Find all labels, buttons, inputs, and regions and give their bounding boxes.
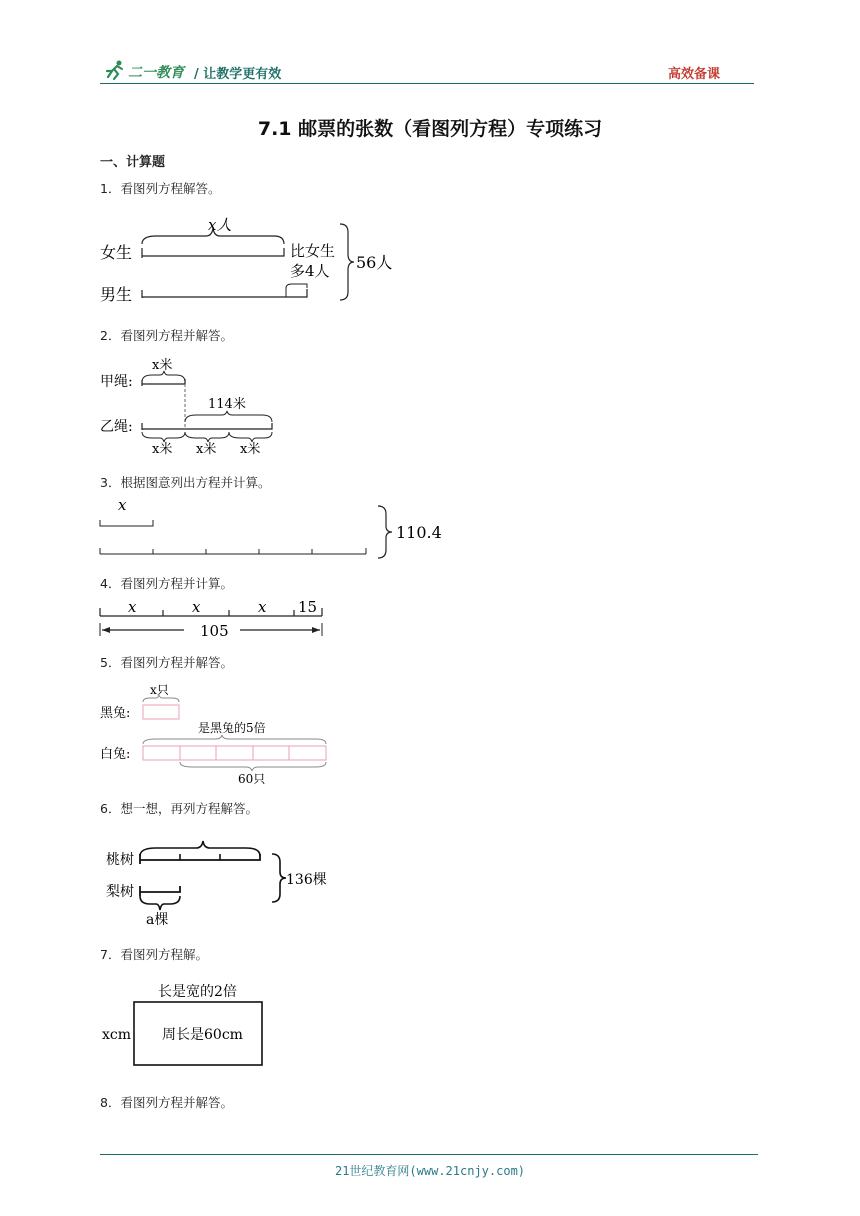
fig4-seg-label-2: x [192, 598, 201, 616]
header-divider [100, 83, 754, 84]
question-4: 4．看图列方程并计算。 [100, 576, 233, 591]
section-heading: 一、计算题 [100, 155, 166, 170]
fig4-total-label: 105 [200, 622, 229, 640]
fig1-total-label: 56人 [356, 253, 393, 272]
fig2-seg-label-2: x米 [196, 442, 217, 457]
header-right-label: 高效备课 [667, 67, 720, 82]
fig1-top-label: x人 [208, 216, 232, 234]
fig2-mid-label: 114米 [208, 397, 246, 412]
question-7: 7．看图列方程解。 [100, 947, 208, 962]
fig5-row1-label: 黑兔: [100, 706, 131, 721]
fig4-seg-label-1: x [128, 598, 137, 616]
footer-divider [100, 1154, 758, 1155]
question-8: 8．看图列方程并解答。 [100, 1095, 233, 1110]
fig2-top-label: x米 [152, 358, 173, 373]
fig7-top-label: 长是宽的2倍 [158, 984, 237, 1000]
fig1-row1-label: 女生 [100, 243, 133, 262]
question-5: 5．看图列方程并解答。 [100, 655, 233, 670]
figure-5 [96, 680, 346, 788]
runner-logo-icon [104, 60, 126, 84]
fig1-note-line2: 多4人 [290, 262, 330, 280]
slogan: / 让教学更有效 [194, 66, 282, 82]
figure-2 [96, 352, 296, 460]
footer-text: 21世纪教育网(www.21cnjy.com) [334, 1164, 526, 1178]
fig4-seg-label-3: x [258, 598, 267, 616]
fig5-bottom-label: 60只 [238, 772, 266, 786]
fig1-row2-label: 男生 [100, 285, 133, 304]
question-2: 2．看图列方程并解答。 [100, 328, 233, 343]
fig7-center-label: 周长是60cm [162, 1027, 243, 1043]
fig6-row1-label: 桃树 [106, 852, 134, 868]
fig2-seg-label-3: x米 [240, 442, 261, 457]
fig5-top-label: x只 [150, 683, 169, 697]
question-3: 3．根据图意列出方程并计算。 [100, 475, 271, 490]
fig3-total-label: 110.4 [396, 523, 442, 542]
figure-3 [96, 494, 456, 564]
page-title: 7.1 邮票的张数（看图列方程）专项练习 [257, 118, 603, 140]
fig2-row1-label: 甲绳: [100, 374, 133, 390]
figure-4 [96, 596, 336, 644]
figure-1 [96, 210, 416, 310]
question-6: 6．想一想，再列方程解答。 [100, 801, 258, 816]
fig2-row2-label: 乙绳: [100, 419, 133, 435]
logo-text: 二一教育 [128, 65, 184, 81]
fig6-row2-label: 梨树 [106, 884, 134, 900]
fig5-mid-label: 是黑兔的5倍 [198, 721, 266, 735]
fig1-note-line1: 比女生 [290, 242, 336, 260]
figure-7 [96, 980, 276, 1070]
header-brand [104, 60, 281, 84]
question-1: 1．看图列方程解答。 [100, 181, 221, 196]
fig6-total-label: 136棵 [286, 872, 327, 888]
fig5-row2-label: 白兔: [100, 747, 131, 762]
fig3-top-label: x [118, 496, 127, 514]
fig2-seg-label-1: x米 [152, 442, 173, 457]
fig4-extra-label: 15 [298, 598, 318, 616]
fig7-side-label: xcm [102, 1027, 132, 1043]
figure-6 [96, 834, 336, 930]
fig6-bottom-label: a棵 [146, 912, 169, 928]
